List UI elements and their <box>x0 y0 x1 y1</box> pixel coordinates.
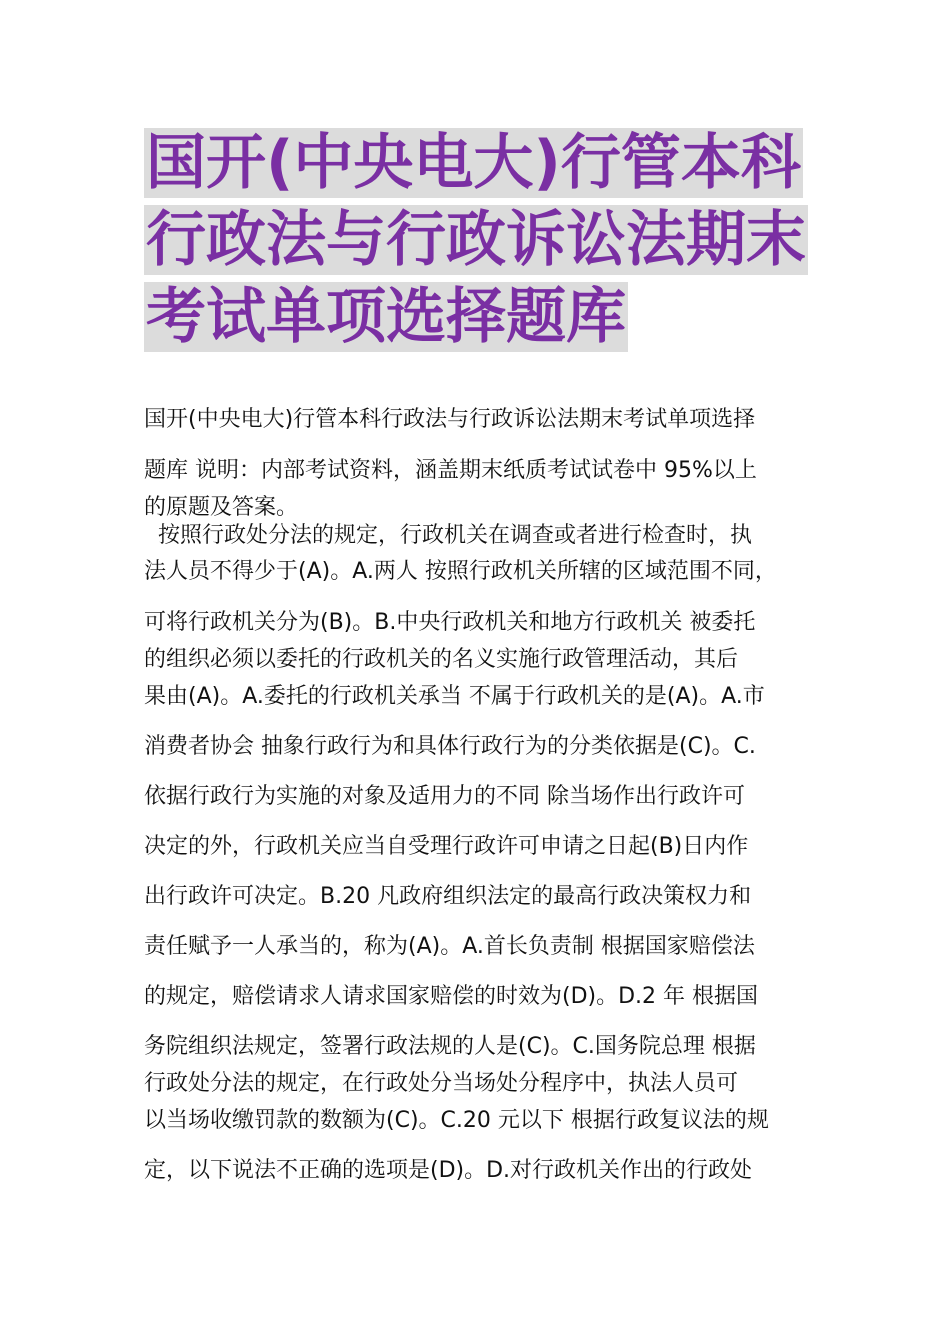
body-line: 依据行政行为实施的对象及适用力的不同 除当场作出行政许可 <box>144 784 745 809</box>
body-line: 行政处分法的规定，在行政处分当场处分程序中，执法人员可 <box>144 1071 739 1096</box>
body-line: 可将行政机关分为(B)。B.中央行政机关和地方行政机关 被委托 <box>144 610 756 635</box>
body-line: 的规定，赔偿请求人请求国家赔偿的时效为(D)。D.2 年 根据国 <box>144 984 759 1009</box>
body-line: 国开(中央电大)行管本科行政法与行政诉讼法期末考试单项选择 <box>144 407 756 432</box>
title-line-2: 行政法与行政诉讼法期末 <box>146 205 806 275</box>
body-line: 消费者协会 抽象行政行为和具体行政行为的分类依据是(C)。C. <box>144 734 756 759</box>
body-line: 定，以下说法不正确的选项是(D)。D.对行政机关作出的行政处 <box>144 1158 753 1183</box>
document-title <box>144 128 814 359</box>
body-line: 的组织必须以委托的行政机关的名义实施行政管理活动，其后 <box>144 647 739 672</box>
body-line: 出行政许可决定。B.20 凡政府组织法定的最高行政决策权力和 <box>144 884 752 909</box>
body-line: 以当场收缴罚款的数额为(C)。C.20 元以下 根据行政复议法的规 <box>144 1108 769 1133</box>
body-line: 按照行政处分法的规定，行政机关在调查或者进行检查时，执 <box>144 523 752 548</box>
body-line: 的原题及答案。 <box>144 495 299 520</box>
title-line-1: 国开(中央电大)行管本科 <box>146 128 801 198</box>
body-line: 果由(A)。A.委托的行政机关承当 不属于行政机关的是(A)。A.市 <box>144 684 765 709</box>
body-line: 责任赋予一人承当的，称为(A)。A.首长负责制 根据国家赔偿法 <box>144 934 755 959</box>
title-line-3: 考试单项选择题库 <box>146 282 626 352</box>
body-line: 务院组织法规定，签署行政法规的人是(C)。C.国务院总理 根据 <box>144 1034 756 1059</box>
body-line: 题库 说明：内部考试资料，涵盖期末纸质考试试卷中 95%以上 <box>144 458 757 483</box>
body-line: 决定的外，行政机关应当自受理行政许可申请之日起(B)日内作 <box>144 834 749 859</box>
body-line: 法人员不得少于(A)。A.两人 按照行政机关所辖的区域范围不同， <box>144 559 777 584</box>
